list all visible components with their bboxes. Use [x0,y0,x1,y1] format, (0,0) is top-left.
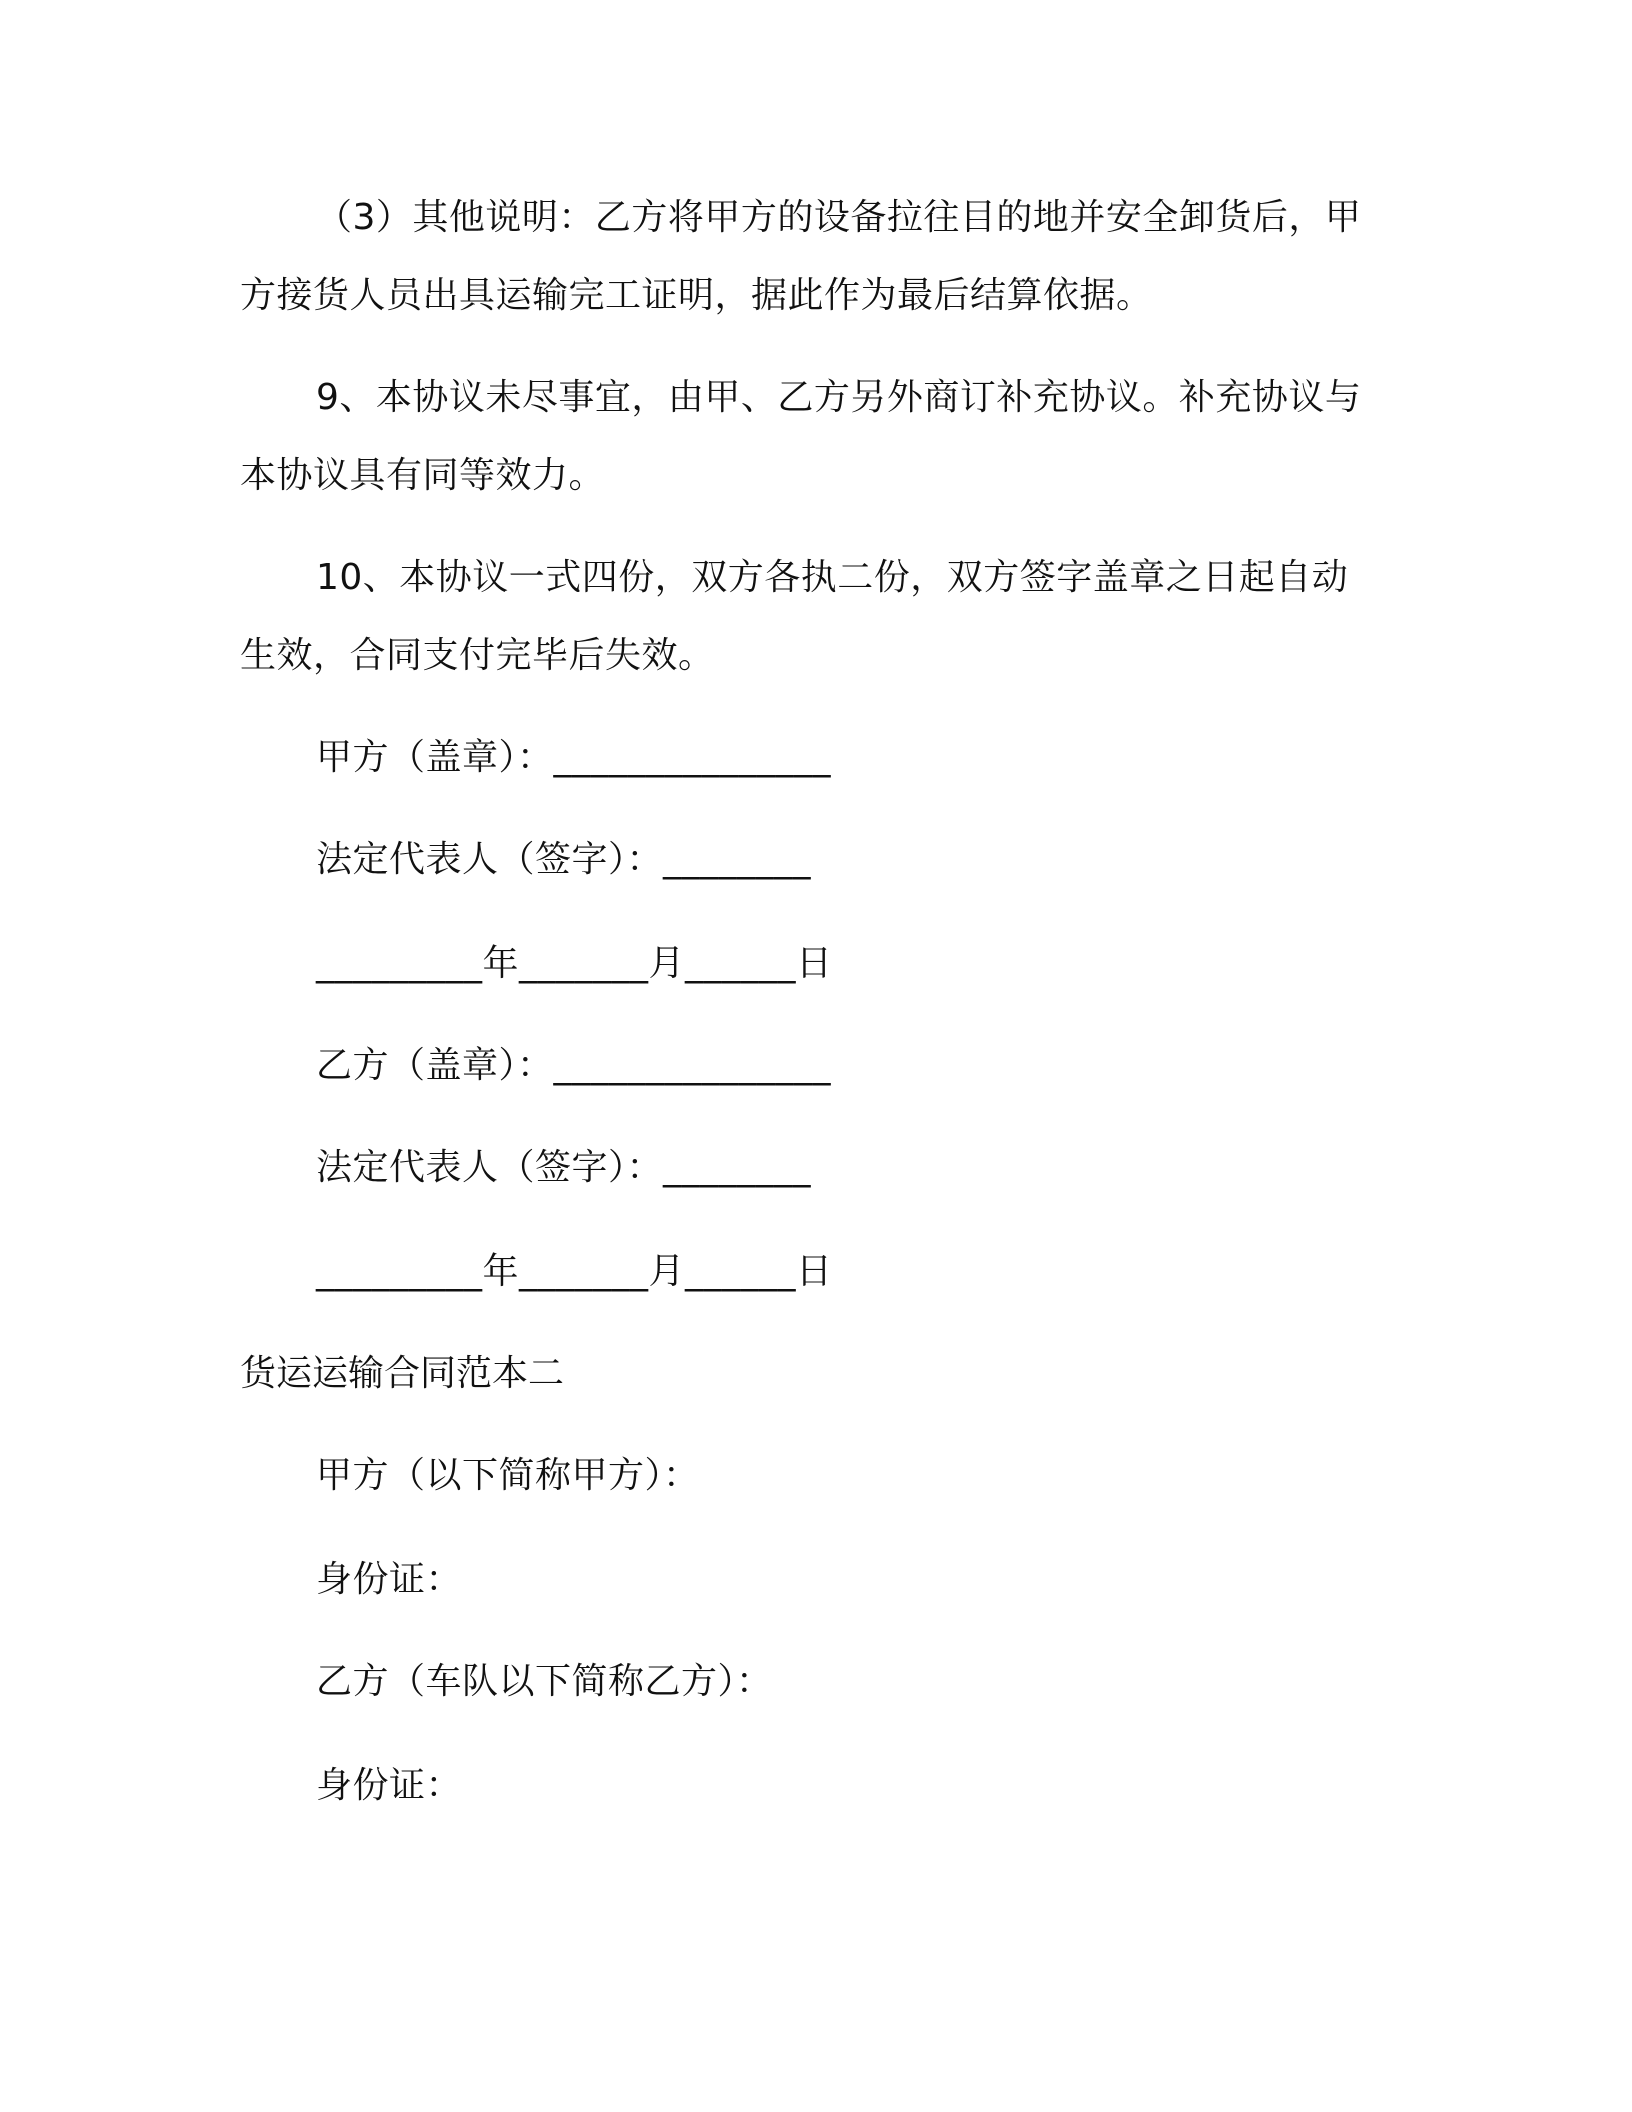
paragraph-9-line-2: 本协议具有同等效力。 [240,455,606,496]
paragraph-3-line-2: 方接货人员出具运输完工证明，据此作为最后结算依据。 [240,275,1153,316]
paragraph-9-line-1: 9、本协议未尽事宜，由甲、乙方另外商订补充协议。补充协议与 [316,377,1362,418]
party-a-representative-line: 法定代表人（签字）：________ [316,839,812,880]
party-a-date-line: _________年_______月______日 [316,943,833,984]
section-title: 货运运输合同范本二 [240,1353,565,1394]
party-b-date-line: _________年_______月______日 [316,1251,833,1292]
party-b-intro-line: 乙方（车队以下简称乙方）： [316,1661,773,1702]
party-b-seal-line: 乙方（盖章）：_______________ [316,1045,832,1086]
party-a-intro-line: 甲方（以下简称甲方）： [316,1455,700,1496]
paragraph-10-line-1: 10、本协议一式四份，双方各执二份，双方签字盖章之日起自动 [316,557,1349,598]
party-b-id-line: 身份证： [316,1765,463,1806]
paragraph-10-line-2: 生效，合同支付完毕后失效。 [240,635,715,676]
paragraph-3-line-1: （3）其他说明：乙方将甲方的设备拉往目的地并安全卸货后，甲 [316,197,1362,238]
party-a-seal-line: 甲方（盖章）：_______________ [316,737,832,778]
party-b-representative-line: 法定代表人（签字）：________ [316,1147,812,1188]
party-a-id-line: 身份证： [316,1559,463,1600]
